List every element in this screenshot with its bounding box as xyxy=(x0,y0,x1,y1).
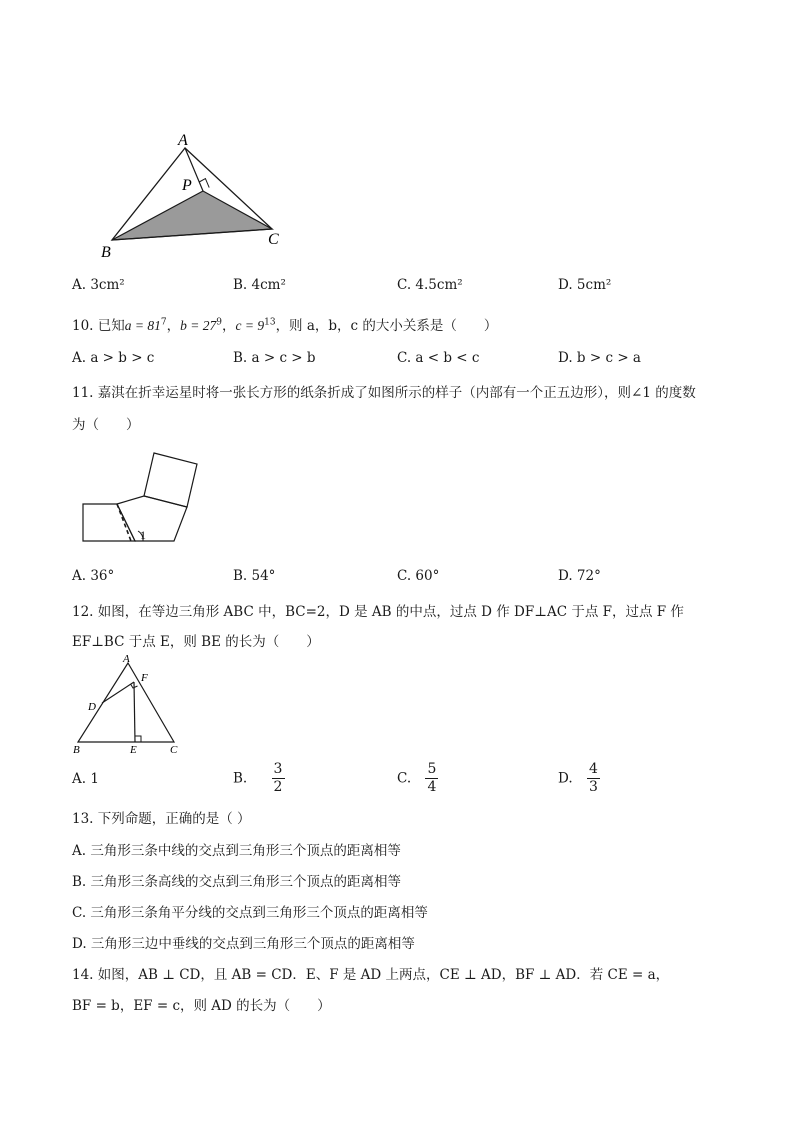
q10-number: 10. xyxy=(72,318,94,334)
q12-option-d-fraction xyxy=(587,761,600,796)
q10-c-exp: 13 xyxy=(264,317,276,328)
q9-label-a: A xyxy=(178,132,188,149)
q12-option-c-numerator: 5 xyxy=(427,761,437,777)
q11-pentagon-region xyxy=(117,496,187,541)
q10-a-exp: 7 xyxy=(160,317,167,328)
q12-segment-df xyxy=(102,682,134,703)
q13-option-d: D. 三角形三边中垂线的交点到三角形三个顶点的距离相等 xyxy=(72,936,415,952)
q12-equilateral-triangle-figure xyxy=(70,652,190,757)
q11-stem-line2: 为（ ） xyxy=(72,417,140,433)
q9-shaded-triangle-pbc xyxy=(112,191,272,240)
q12-option-d xyxy=(558,761,600,796)
q13-option-a: A. 三角形三条中线的交点到三角形三个顶点的距离相等 xyxy=(72,843,401,859)
q12-option-b-denominator: 2 xyxy=(273,779,283,795)
q12-label-d: D xyxy=(88,701,96,713)
q12-option-c-fraction xyxy=(425,761,438,796)
q10-pre: 已知 xyxy=(97,318,125,334)
q9-option-a: A. 3cm² xyxy=(72,277,125,293)
q12-label-f: F xyxy=(141,672,148,684)
q10-b-exp: 9 xyxy=(216,317,222,328)
q10-b-expr: b = 27 xyxy=(180,318,217,333)
q12-option-c-denominator: 4 xyxy=(427,779,437,795)
q12-stem-line2: EF⊥BC 于点 E，则 BE 的长为（ ） xyxy=(72,634,320,650)
q12-option-d-letter: D. xyxy=(558,770,573,787)
q12-option-c xyxy=(397,761,438,796)
q14-stem-line1: 14. 如图，AB ⊥ CD，且 AB = CD．E、F 是 AD 上两点，CE ⊥ AD，BF ⊥ AD．若 CE = a， xyxy=(72,967,670,983)
q13-stem: 13. 下列命题，正确的是（ ） xyxy=(72,811,251,827)
q12-option-b xyxy=(233,761,285,796)
q12-option-d-numerator: 4 xyxy=(588,761,598,777)
q12-option-b-fraction xyxy=(272,761,285,796)
q10-option-a: A. a > b > c xyxy=(72,350,155,366)
q12-label-e: E xyxy=(130,744,137,756)
q12-right-angle-mark-e xyxy=(135,736,141,742)
q9-label-b: B xyxy=(101,244,111,261)
q14-stem-line2: BF = b，EF = c，则 AD 的长为（ ） xyxy=(72,998,331,1014)
q11-folded-strip-figure xyxy=(80,450,205,545)
q9-option-c: C. 4.5cm² xyxy=(397,277,463,293)
q9-label-p: P xyxy=(182,177,192,194)
q12-option-c-letter: C. xyxy=(397,770,412,787)
q10-option-b: B. a > c > b xyxy=(233,350,316,366)
q12-option-d-denominator: 3 xyxy=(588,779,598,795)
q13-option-c: C. 三角形三条角平分线的交点到三角形三个顶点的距离相等 xyxy=(72,905,428,921)
q11-stem-line1: 11. 嘉淇在折幸运星时将一张长方形的纸条折成了如图所示的样子（内部有一个正五边形），则∠1 的度数 xyxy=(72,385,696,401)
q12-label-a: A xyxy=(123,653,130,665)
q10-stem: 10. 已知$a = 81^7$，$b = 27^9$，$c = 9^{13}$，则 a，b，c 的大小关系是（ ） xyxy=(72,317,498,334)
q11-option-a: A. 36° xyxy=(72,568,115,584)
q11-option-c: C. 60° xyxy=(397,568,440,584)
q9-triangle-figure xyxy=(92,128,292,263)
q13-option-b: B. 三角形三条高线的交点到三角形三个顶点的距离相等 xyxy=(72,874,402,890)
q12-option-b-numerator: 3 xyxy=(273,761,283,777)
q10-option-c: C. a < b < c xyxy=(397,350,480,366)
q11-option-b: B. 54° xyxy=(233,568,276,584)
q12-stem-line1: 12. 如图，在等边三角形 ABC 中，BC=2，D 是 AB 的中点，过点 D 作 DF⊥AC 于点 F，过点 F 作 xyxy=(72,604,684,620)
q12-label-b: B xyxy=(73,744,80,756)
q9-option-b: B. 4cm² xyxy=(233,277,286,293)
q12-option-b-letter: B. xyxy=(233,770,248,787)
q10-a-expr: a = 81 xyxy=(124,318,161,333)
q10-option-d: D. b > c > a xyxy=(558,350,641,366)
q11-strip-end-square xyxy=(144,453,197,507)
q11-option-d: D. 72° xyxy=(558,568,601,584)
q9-option-d: D. 5cm² xyxy=(558,277,612,293)
q12-segment-fe xyxy=(134,682,135,742)
q12-label-c: C xyxy=(170,744,178,756)
q10-post: ，则 a，b，c 的大小关系是（ ） xyxy=(275,318,498,334)
q11-strip-start-rect xyxy=(83,504,135,541)
q10-c-expr: c = 9 xyxy=(235,318,265,333)
q9-label-c: C xyxy=(268,231,279,248)
q11-angle-label: 1 xyxy=(140,528,146,542)
q12-option-a: A. 1 xyxy=(72,771,99,787)
